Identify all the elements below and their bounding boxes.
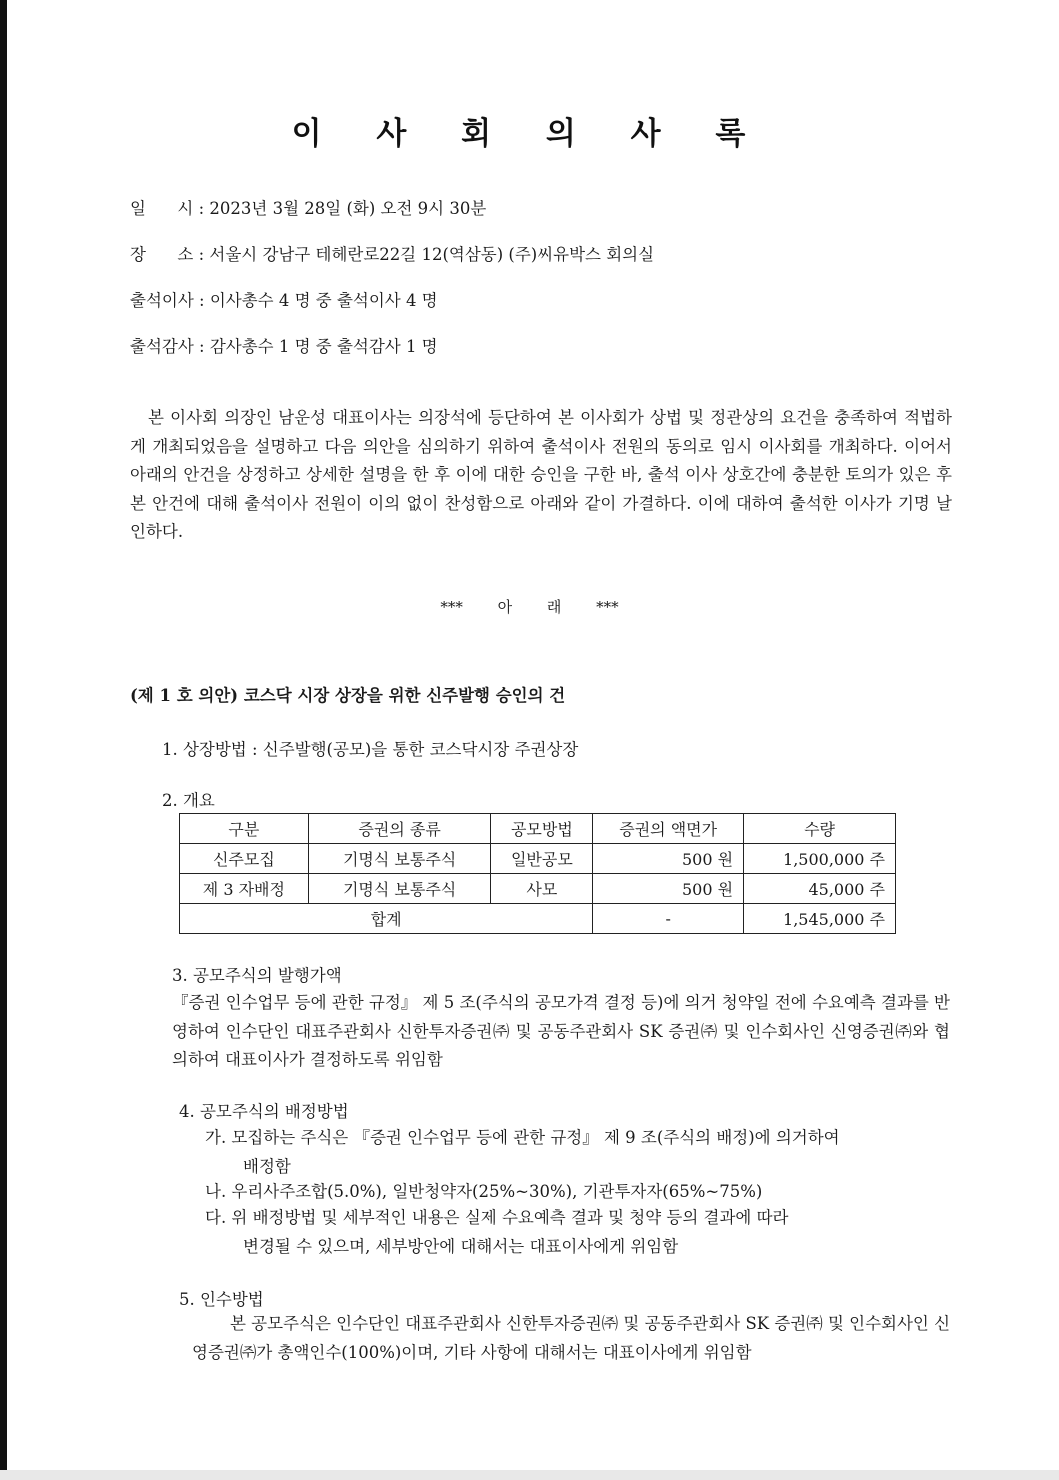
place-value: 서울시 강남구 테헤란로22길 12(역삼동) (주)씨유박스 회의실: [209, 245, 655, 264]
item-c-continuation: 변경될 수 있으며, 세부방안에 대해서는 대표이사에게 위임함: [243, 1236, 679, 1256]
section-5-paragraph: [192, 1310, 950, 1367]
section-4-heading: 4. 공모주식의 배정방법: [179, 1102, 349, 1121]
table-header: 증권의 종류: [308, 814, 491, 844]
document-title: 이 사 회 의 사 록: [291, 116, 768, 152]
table-cell: 사모: [491, 874, 593, 904]
datetime-label: 일 시: [130, 199, 194, 218]
item-a-text: 가. 모집하는 주식은 『증권 인수업무 등에 관한 규정』 제 9 조(주식의 배정)에 의거하여: [205, 1128, 840, 1147]
agenda-title: (제 1 호 의안) 코스닥 시장 상장을 위한 신주발행 승인의 건: [130, 686, 566, 705]
section-3-body: 『증권 인수업무 등에 관한 규정』 제 5 조(주식의 공모가격 결정 등)에 의거 청약일 전에 수요예측 결과를 반영하여 인수단인 대표주관회사 신한투자증권㈜ 및 공동주관회사 SK 증권㈜ 및 인수회사인 신영증권㈜와 협의하여 대표이사가 결정하도록 위임함: [172, 993, 950, 1069]
table-row: [180, 844, 896, 874]
table-header-row: [180, 814, 896, 844]
section-4-item-a: [205, 1124, 950, 1181]
table-cell: 1,500,000 주: [744, 844, 896, 874]
section-1-listing-method: 1. 상장방법 : 신주발행(공모)을 통한 코스닥시장 주권상장: [162, 740, 579, 759]
table-cell: 500 원: [593, 874, 744, 904]
table-header: 수량: [744, 814, 896, 844]
section-2-heading: 2. 개요: [162, 791, 215, 810]
item-c-text: 다. 위 배정방법 및 세부적인 내용은 실제 수요예측 결과 및 청약 등의 결과에 따라: [205, 1208, 789, 1227]
auditors-label: 출석감사: [130, 337, 194, 356]
auditors-value: 감사총수 1 명 중 출석감사 1 명: [209, 337, 438, 356]
table-cell: 기명식 보통주식: [308, 874, 491, 904]
section-5-heading: 5. 인수방법: [179, 1290, 264, 1309]
intro-paragraph: [130, 404, 952, 547]
page-edge: [0, 0, 7, 1480]
meeting-datetime: 일 시 : 2023년 3월 28일 (화) 오전 9시 30분: [130, 199, 487, 218]
total-face-value: -: [593, 904, 744, 934]
table-header: 구분: [180, 814, 309, 844]
attending-directors: 출석이사 : 이사총수 4 명 중 출석이사 4 명: [130, 291, 438, 310]
overview-table: [179, 813, 896, 934]
table-header: 증권의 액면가: [593, 814, 744, 844]
table-cell: 500 원: [593, 844, 744, 874]
ahrae-divider: *** 아 래 ***: [440, 598, 619, 616]
datetime-value: 2023년 3월 28일 (화) 오전 9시 30분: [209, 199, 487, 218]
table-row: [180, 874, 896, 904]
directors-value: 이사총수 4 명 중 출석이사 4 명: [209, 291, 438, 310]
total-label: 합계: [180, 904, 593, 934]
total-quantity: 1,545,000 주: [744, 904, 896, 934]
meeting-place: 장 소 : 서울시 강남구 테헤란로22길 12(역삼동) (주)씨유박스 회의실: [130, 245, 655, 264]
table-cell: 신주모집: [180, 844, 309, 874]
table-cell: 45,000 주: [744, 874, 896, 904]
section-3-heading: 3. 공모주식의 발행가액: [172, 966, 342, 985]
section-4-item-c: [205, 1204, 950, 1261]
attending-auditors: 출석감사 : 감사총수 1 명 중 출석감사 1 명: [130, 337, 438, 356]
directors-label: 출석이사: [130, 291, 194, 310]
section-4-item-b: 나. 우리사주조합(5.0%), 일반청약자(25%~30%), 기관투자자(65%~75%): [205, 1182, 763, 1201]
page-bottom-edge: [0, 1470, 1059, 1480]
table-cell: 일반공모: [491, 844, 593, 874]
section-5-body: 본 공모주식은 인수단인 대표주관회사 신한투자증권㈜ 및 공동주관회사 SK 증권㈜ 및 인수회사인 신영증권㈜가 총액인수(100%)이며, 기타 사항에 대해서는 대표이사에게 위임함: [192, 1314, 951, 1362]
item-a-continuation: 배정함: [243, 1156, 291, 1176]
table-header: 공모방법: [491, 814, 593, 844]
table-cell: 제 3 자배정: [180, 874, 309, 904]
table-total-row: [180, 904, 896, 934]
place-label: 장 소: [130, 245, 194, 264]
table-cell: 기명식 보통주식: [308, 844, 491, 874]
intro-text: 본 이사회 의장인 남운성 대표이사는 의장석에 등단하여 본 이사회가 상법 및 정관상의 요건을 충족하여 적법하게 개최되었음을 설명하고 다음 의안을 심의하기 위하여 출석이사 전원의 동의로 임시 이사회를 개최하다. 이어서 아래의 안건을 상정하고 상세한 설명을 한 후 이에 대한 승인을 구한 바, 출석 이사 상호간에 충분한 토의가 있은 후 본 안건에 대해 출석이사 전원이 이의 없이 찬성함으로 아래와 같이 가결하다. 이에 대하여 출석한 이사가 기명 날인하다.: [130, 408, 952, 541]
